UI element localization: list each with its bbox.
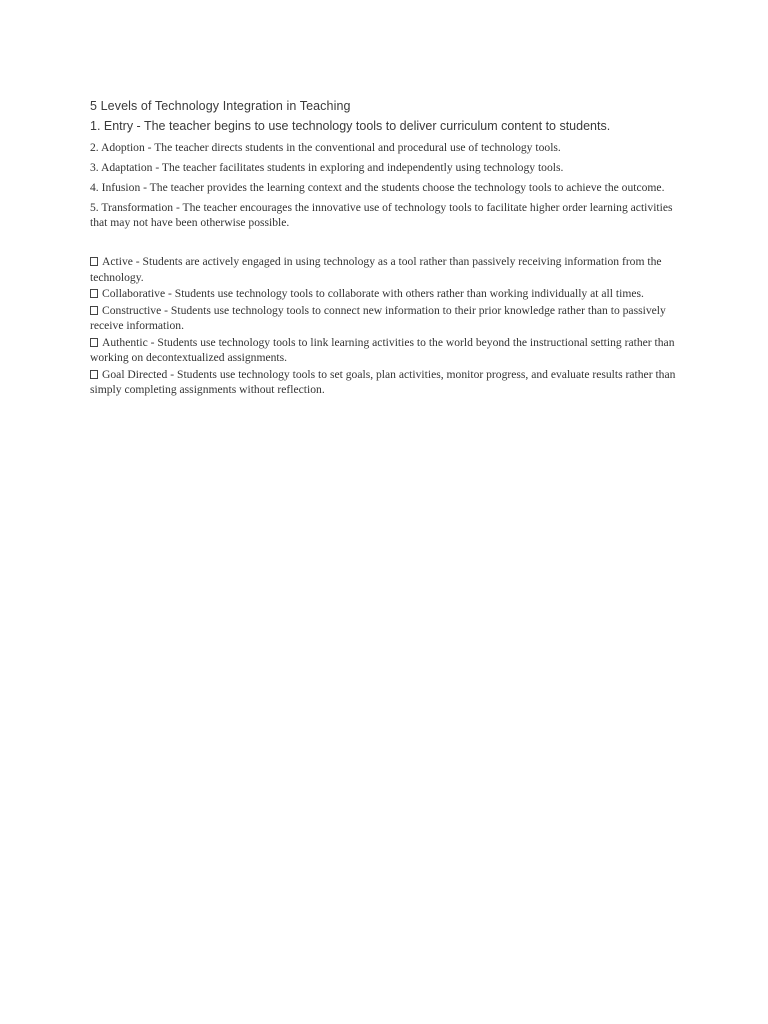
square-bullet-icon	[90, 370, 98, 379]
principle-text: Goal Directed - Students use technology tools to set goals, plan activities, monitor progress, and evaluate results rather than simply completing assignments without reflection.	[90, 367, 676, 396]
level-item-entry: 1. Entry - The teacher begins to use technology tools to deliver curriculum content to students.	[90, 119, 611, 133]
square-bullet-icon	[90, 306, 98, 315]
level-item-infusion: 4. Infusion - The teacher provides the learning context and the students choose the technology tools to achieve the outcome.	[90, 181, 665, 194]
document-page	[90, 98, 690, 399]
square-bullet-icon	[90, 289, 98, 298]
principle-item-active	[90, 254, 690, 285]
document-title: 5 Levels of Technology Integration in Teaching	[90, 99, 351, 113]
principle-item-constructive	[90, 303, 690, 334]
level-item-transformation: 5. Transformation - The teacher encourages the innovative use of technology tools to facilitate higher order learning activities that may not have been otherwise possible.	[90, 201, 673, 229]
principle-item-goal-directed	[90, 367, 690, 398]
principle-text: Active - Students are actively engaged in using technology as a tool rather than passively receiving information from the technology.	[90, 255, 662, 284]
level-item-adaptation: 3. Adaptation - The teacher facilitates students in exploring and independently using technology tools.	[90, 161, 564, 174]
levels-list	[90, 118, 690, 230]
principle-item-authentic	[90, 335, 690, 366]
principles-list	[90, 254, 690, 398]
square-bullet-icon	[90, 257, 98, 266]
level-item-adoption: 2. Adoption - The teacher directs students in the conventional and procedural use of technology tools.	[90, 141, 561, 154]
principle-text: Collaborative - Students use technology tools to collaborate with others rather than working individually at all times.	[102, 287, 644, 300]
principle-item-collaborative	[90, 286, 690, 302]
principle-text: Authentic - Students use technology tools to link learning activities to the world beyond the instructional setting rather than working on decontextualized assignments.	[90, 335, 675, 364]
square-bullet-icon	[90, 338, 98, 347]
principle-text: Constructive - Students use technology tools to connect new information to their prior knowledge rather than to passively receive information.	[90, 303, 666, 332]
